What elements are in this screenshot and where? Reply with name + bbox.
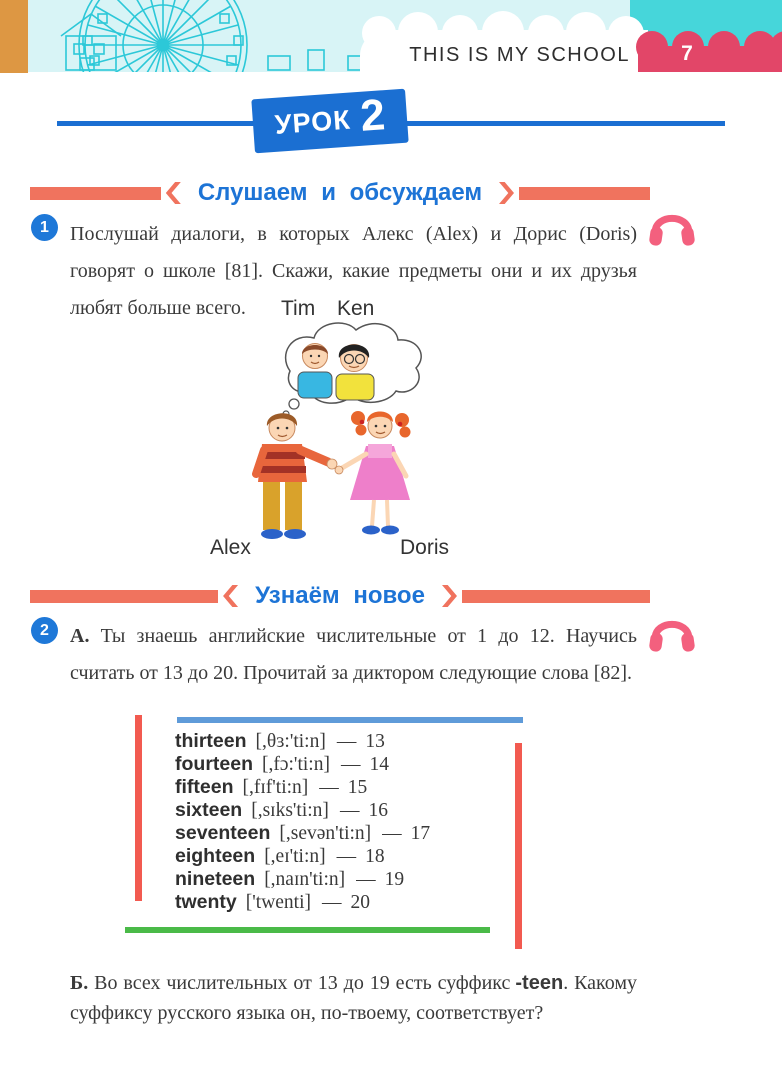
chevron-left-icon [223,585,238,607]
dash: — [339,800,360,821]
ribbon-bar [30,590,218,603]
task1-text: Послушай диалоги, в которых Алекс (Alex) и Дорис (Doris) говорят о школе [81]. Скажи, какие предметы они и их друзья любят больше всего. [70,223,637,319]
vocab-number: 18 [365,846,385,867]
label-doris: Doris [400,536,450,559]
vocab-word: twenty [175,891,237,913]
task2b-after: . Какому суффиксу русского языка он, по-твоему, соответствует? [70,972,638,1024]
task2a-text [70,618,637,692]
vocab-row [175,753,430,776]
dash: — [382,823,402,844]
section-title: Слушаем и обсуждаем [197,179,483,206]
dash: — [322,892,342,913]
task2b-text [70,968,637,1028]
vocab-row [175,868,430,891]
task2a-body: Ты знаешь английские числительные от 1 до 12. Научись считать от 13 до 20. Прочитай за диктором следующие слова [82]. [70,625,638,684]
vocab-word: seventeen [175,822,271,844]
vocab-row [175,891,430,914]
lesson-banner [251,89,408,154]
dash: — [336,846,357,867]
dash: — [340,754,361,775]
dash: — [336,731,357,752]
section-header-learn [30,583,650,609]
vocab-transcription: [,fɔ:'ti:n] [262,754,330,775]
ribbon-bar [519,187,650,200]
vocab-number: 13 [365,731,385,752]
red-bar-left [135,715,142,901]
vocab-number: 15 [347,777,368,798]
vocabulary-box [125,705,535,955]
task1-number-badge: 1 [31,214,58,241]
vocab-word: eighteen [175,845,256,867]
vocab-word: fifteen [175,776,234,798]
vocab-transcription: [,eɪ'ti:n] [264,846,326,867]
label-ken: Ken [337,297,375,320]
vocab-transcription: [,naɪn'ti:n] [264,869,346,890]
orange-edge-strip [0,0,28,73]
vocab-number: 14 [369,754,389,775]
red-bar-right [515,743,522,949]
vocab-row [175,730,430,753]
page-title: THIS IS MY SCHOOL [409,44,630,66]
label-alex: Alex [210,536,251,559]
headphones-icon [647,610,697,656]
blue-rule-top [177,717,523,723]
page-number-tab [638,46,782,72]
vocab-row [175,845,430,868]
chevron-right-icon [442,585,457,607]
ribbon-bar [462,590,650,603]
vocab-word: thirteen [175,730,247,752]
green-rule-bottom [125,927,490,933]
chevron-left-icon [166,182,181,204]
task2b-part-label: Б. [70,972,89,994]
headphones-icon [647,204,697,250]
vocabulary-list [175,730,430,914]
vocab-row [175,822,430,845]
section-header-listen [30,180,650,206]
vocab-number: 20 [350,892,371,913]
vocab-transcription: [,θɜ:'ti:n] [255,731,326,752]
illustration [230,316,450,560]
vocab-word: nineteen [175,868,256,890]
page-number: 7 [681,42,693,65]
vocab-word: fourteen [175,753,253,775]
vocab-transcription: [,sɪks'ti:n] [251,800,329,821]
teen-suffix: -teen [515,972,564,994]
vocab-row [175,776,430,799]
vocab-transcription: [,sevən'ti:n] [279,823,372,844]
vocab-transcription: ['twenti] [245,892,312,913]
vocab-row [175,799,430,822]
task2b-before: Во всех числительных от 13 до 19 есть суффикс [94,972,511,994]
task2-number-badge: 2 [31,617,58,644]
dash: — [319,777,339,798]
vocab-number: 19 [384,869,405,890]
lesson-label: УРОК [273,104,352,140]
vocab-number: 17 [410,823,431,844]
section-title: Узнаём новое [255,582,425,609]
dash: — [356,869,376,890]
label-tim: Tim [281,297,316,320]
task2a-part-label: А. [70,625,90,647]
chevron-right-icon [499,182,514,204]
vocab-number: 16 [368,800,388,821]
vocab-word: sixteen [175,799,243,821]
ribbon-bar [30,187,161,200]
vocab-transcription: [,fɪf'ti:n] [242,777,309,798]
lesson-number: 2 [358,90,387,141]
